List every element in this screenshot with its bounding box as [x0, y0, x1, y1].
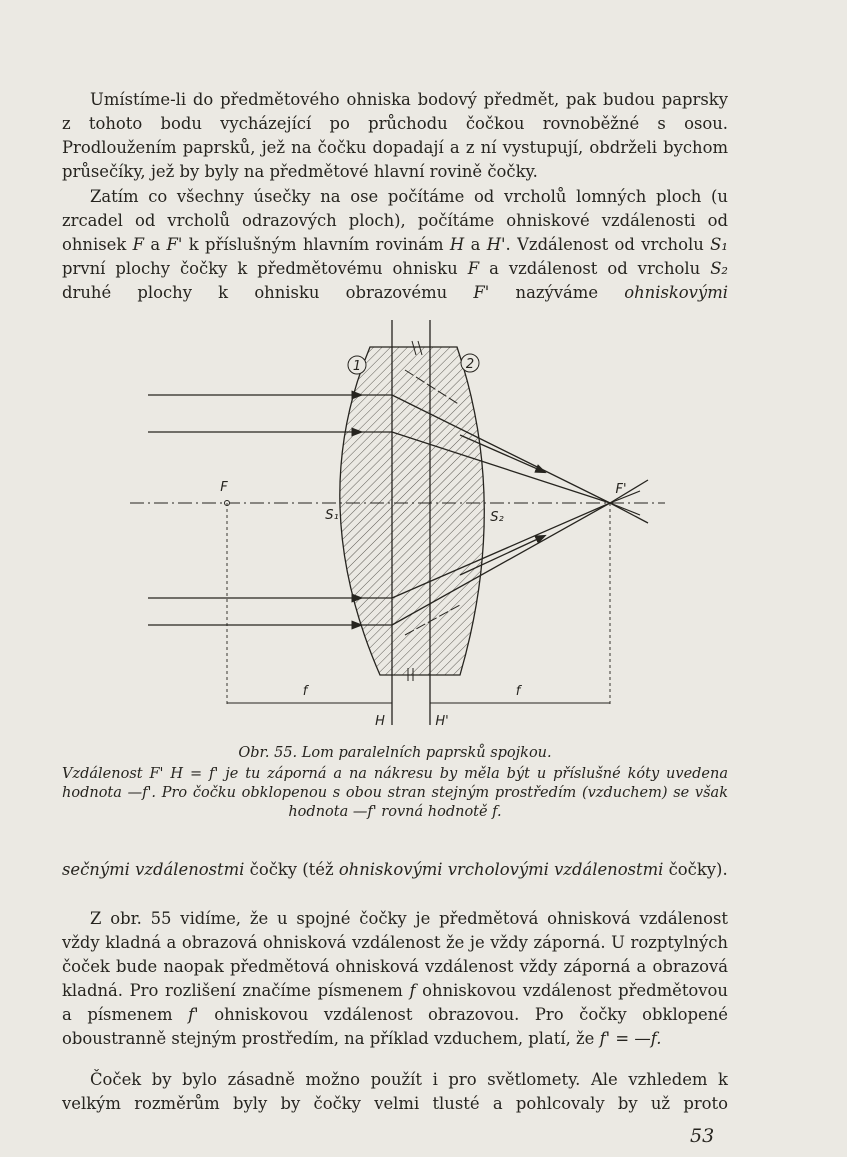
surface-2-label: 2 [465, 357, 475, 372]
figure-caption-title: Obr. 55. Lom paralelních paprsků spojkou. [238, 745, 552, 761]
label-H-prime: H' [435, 714, 449, 729]
biconvex-lens [340, 347, 484, 675]
paragraph-3: sečnými vzdálenostmi čočky (též ohniskovými vrcholovými vzdálenostmi čočky). [62, 860, 728, 879]
paragraph-1: Umístíme-li do předmětového ohniska bodový předmět, pak budou paprsky z tohoto bodu vycházející po průchodu čočkou rovnoběžné s osou. Prodloužením paprsků, jež na čočku dopadají a z ní vystupují, obdrželi bychom průsečíky, jež by byly na předmětové hlavní rovině čočky. [62, 90, 728, 181]
label-S1: S₁ [325, 508, 339, 523]
paragraph-2: Zatím co všechny úsečky na ose počítáme od vrcholů lomných ploch (u zrcadel od vrcholů odrazových ploch), počítáme ohniskové vzdálenosti od ohnisek F a F' k příslušným hlavním rovinám H a H'. Vzdálenost od vrcholu S₁ první plochy čočky k předmětovému ohnisku F a vzdálenost od vrcholu S₂ druhé plochy k ohnisku obrazovému F' nazýváme ohniskovými [62, 187, 728, 302]
surface-1-label: 1 [352, 359, 362, 374]
label-H: H [375, 714, 385, 729]
label-S2: S₂ [490, 510, 504, 525]
lens-diagram [100, 315, 700, 740]
figure-caption-note: Vzdálenost F' H = f' je tu záporná a na nákresu by měla být u příslušné kóty uvedena hodnota —f'. Pro čočku obklopenou s obou stran stejným prostředím (vzduchem) se však hodnota —f' rovná hodnotě f. [62, 766, 728, 820]
paragraph-4: Z obr. 55 vidíme, že u spojné čočky je předmětová ohnisková vzdálenost vždy kladná a obrazová ohnisková vzdálenost že je vždy záporná. U rozptylných čoček bude naopak předmětová ohnisková vzdálenost vždy záporná a obrazová kladná. Pro rozlišení značíme písmenem f ohniskovou vzdálenost předmětovou a písmenem f' ohniskovou vzdálenost obrazovou. Pro čočky obklopené oboustranně stejným prostředím, na příklad vzduchem, platí, že f' = —f. [62, 909, 728, 1048]
label-f-left: f [302, 684, 308, 699]
paragraph-5: Čoček by bylo zásadně možno použít i pro světlomety. Ale vzhledem k velkým rozměrům byly by čočky velmi tlusté a pohlcovaly by už proto [62, 1070, 728, 1113]
label-F: F [220, 480, 228, 495]
label-F-prime: F' [615, 482, 627, 497]
term-ohniskovymi: ohniskovými [624, 283, 728, 302]
label-f-right: f [515, 684, 521, 699]
page-number: 53 [690, 1125, 715, 1147]
